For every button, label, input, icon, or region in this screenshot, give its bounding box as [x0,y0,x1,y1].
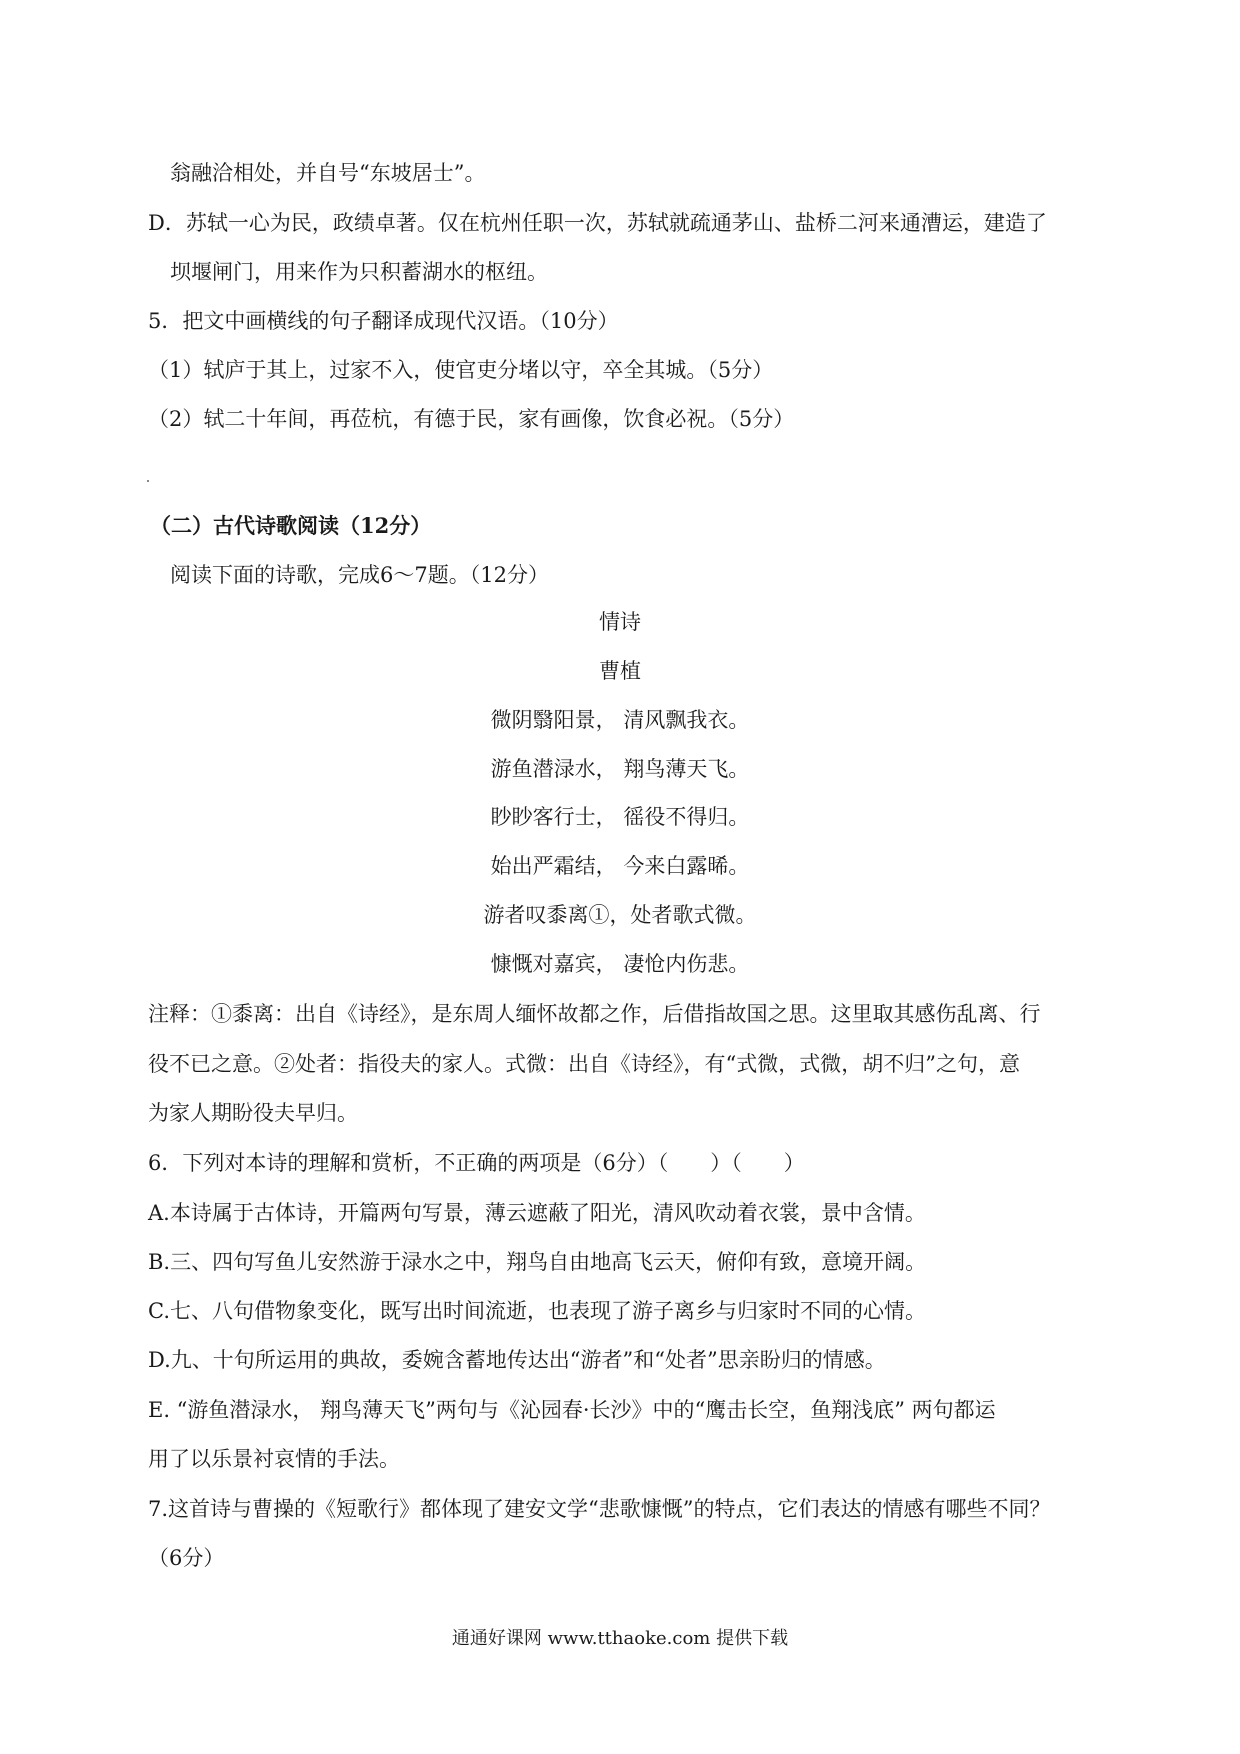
question-5-item-2: （2）轼二十年间，再莅杭，有德于民，家有画像，饮食必祝。（5分） [148,407,795,431]
question-6-option-b: B.三、四句写鱼儿安然游于渌水之中，翔鸟自由地高飞云天，俯仰有致，意境开阔。 [148,1250,927,1274]
question-6-prompt: 6．下列对本诗的理解和赏析，不正确的两项是（6分）（ ）（ ） [148,1151,805,1175]
notes-line-3: 为家人期盼役夫早归。 [148,1101,358,1125]
option-c-continuation: 翁融洽相处，并自号“东坡居士”。 [170,161,486,185]
question-6-option-e-line-1: E. “游鱼潜渌水， 翔鸟薄天飞”两句与《沁园春·长沙》中的“鹰击长空，鱼翔浅底” 两句都运 [148,1398,996,1422]
scan-speck [147,480,149,482]
option-d-line-1: D．苏轼一心为民，政绩卓著。仅在杭州任职一次，苏轼就疏通茅山、盐桥二河来通漕运，建造了 [148,211,1047,235]
question-5-item-1: （1）轼庐于其上，过家不入，使官吏分堵以守，卒全其城。（5分） [148,358,774,382]
notes-line-2: 役不已之意。②处者：指役夫的家人。式微：出自《诗经》，有“式微，式微，胡不归”之句，意 [148,1052,1020,1076]
section-heading: （二）古代诗歌阅读（12分） [150,513,432,538]
poem-author: 曹植 [599,659,641,683]
option-d-line-2: 坝堰闸门，用来作为只积蓄湖水的枢纽。 [170,260,548,284]
poem-line: 游者叹黍离①，处者歌式微。 [483,903,757,927]
poem-line: 慷慨对嘉宾， 凄怆内伤悲。 [490,952,750,976]
question-7-line-2: （6分） [148,1546,225,1570]
question-7-line-1: 7.这首诗与曹操的《短歌行》都体现了建安文学“悲歌慷慨”的特点，它们表达的情感有哪些不同？ [148,1497,1051,1521]
poem-title: 情诗 [599,610,641,634]
poem-line: 微阴翳阳景， 清风飘我衣。 [490,708,750,732]
question-6-option-e-line-2: 用了以乐景衬哀情的手法。 [148,1447,400,1471]
question-6-option-a: A.本诗属于古体诗，开篇两句写景，薄云遮蔽了阳光，清风吹动着衣裳，景中含情。 [148,1201,926,1225]
section-instruction: 阅读下面的诗歌，完成6～7题。（12分） [170,563,549,587]
question-5-prompt: 5．把文中画横线的句子翻译成现代汉语。（10分） [148,309,619,333]
poem-line: 始出严霜结， 今来白露晞。 [490,854,750,878]
question-6-option-d: D.九、十句所运用的典故，委婉含蓄地传达出“游者”和“处者”思亲盼归的情感。 [148,1348,886,1372]
notes-line-1: 注释：①黍离：出自《诗经》，是东周人缅怀故都之作，后借指故国之思。这里取其感伤乱离、行 [148,1002,1041,1026]
poem-line: 眇眇客行士， 徭役不得归。 [490,805,750,829]
poem-line: 游鱼潜渌水， 翔鸟薄天飞。 [490,757,750,781]
footer-credit: 通通好课网 www.tthaoke.com 提供下载 [451,1628,789,1649]
question-6-option-c: C.七、八句借物象变化，既写出时间流逝，也表现了游子离乡与归家时不同的心情。 [148,1299,926,1323]
